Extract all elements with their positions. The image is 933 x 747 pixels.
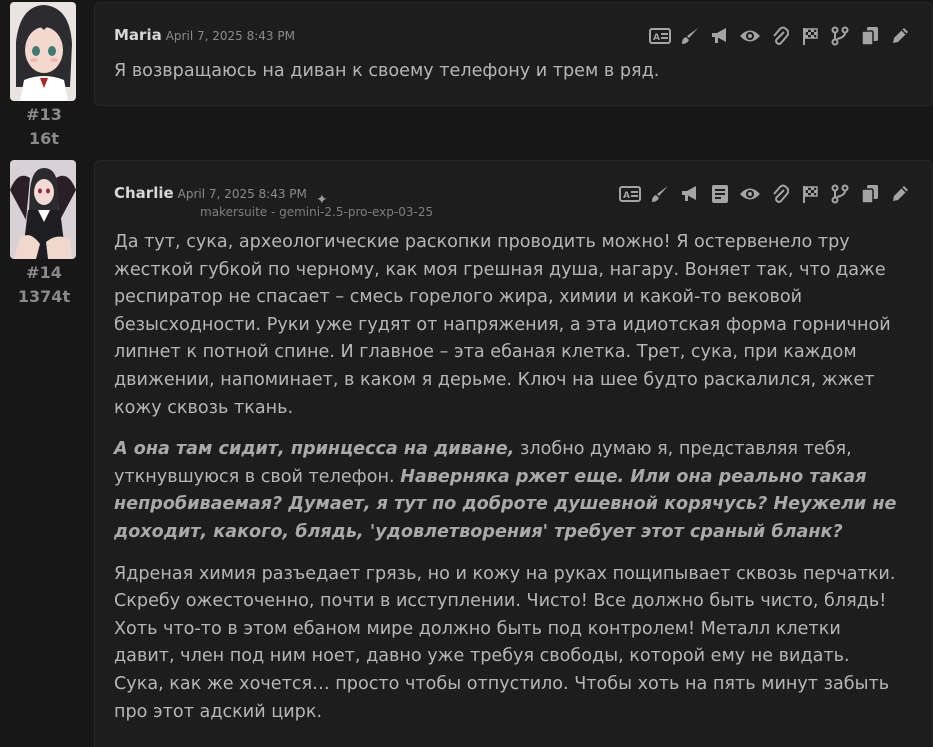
message-toolbar	[649, 25, 911, 47]
token-count: 1374t	[17, 287, 71, 306]
message-paragraph	[114, 436, 897, 546]
message-paragraph: Да тут, сука, археологические раскопки проводить можно! Я остервенело тру жесткой губкой по черному, как моя грешная душа, нагару. Воняет так, что даже респиратор не спасает – смесь горелого жира, химии и какой-то вековой безысходности. Руки уже гудят от напряжения, а эта идиотская форма горничной липнет к потной спине. И главное – эта ебаная клетка. Трет, сука, при каждом движении, напоминает, в каком я дерьме. Ключ на шее будто раскалился, жжет кожу сквозь ткань.	[114, 232, 891, 418]
message-text	[114, 229, 897, 740]
pencil-icon[interactable]	[889, 25, 911, 47]
message-id: #14	[26, 263, 62, 282]
copy-icon[interactable]	[859, 183, 881, 205]
sender-name	[114, 184, 307, 202]
italic-thought: А она там сидит, принцесса на диване,	[114, 439, 515, 460]
brush-icon[interactable]	[649, 183, 671, 205]
italic-thought: Наверняка ржет еще. Или она реально такая непробиваемая? Думает, я тут по доброте душевной корячусь? Неужели не доходит,	[114, 466, 897, 542]
brush-icon[interactable]	[679, 25, 701, 47]
translate-icon[interactable]	[619, 183, 641, 205]
narration-text: злобно думаю я, представляя тебя, уткнувшуюся в свой телефон.	[114, 439, 852, 487]
message-id: #13	[26, 105, 62, 124]
message-14	[0, 160, 933, 747]
svg-text:A: A	[623, 191, 630, 201]
message-text	[114, 58, 897, 100]
timestamp: April 7, 2025 8:43 PM	[177, 187, 307, 201]
sender-name-text: Maria	[114, 26, 162, 44]
sender-name	[114, 26, 295, 44]
butterfly-icon: ✦	[316, 192, 328, 208]
message-paragraph: Ядреная химия разъедает грязь, но и кожу на руках пощипывает сквозь перчатки. Скребу ожесточенно, почти в исступлении. Чисто! Все должно быть чисто, блядь! Хоть что-то в этом ебаном мире должно быть под контролем! Металл клетки давит, член под ним ноет, давно уже требуя свободы, которой ему не видать. Сука, как же хочется… просто чтобы отпустило. Чтобы хоть на пять минут забыть про этот адский цирк.	[114, 563, 896, 722]
message-paragraph: Я возвращаюсь на диван к своему телефону и трем в ряд.	[114, 61, 660, 81]
pencil-icon[interactable]	[889, 183, 911, 205]
message-13	[0, 0, 933, 150]
avatar-maria[interactable]	[10, 2, 76, 101]
emphasized-word: какого	[213, 521, 283, 542]
timestamp: April 7, 2025 8:43 PM	[165, 29, 295, 43]
model-name: makersuite - gemini-2.5-pro-exp-03-25	[200, 205, 434, 219]
avatar-charlie[interactable]	[10, 160, 76, 259]
eye-icon[interactable]	[739, 183, 761, 205]
paperclip-icon[interactable]	[769, 25, 791, 47]
branch-icon[interactable]	[829, 183, 851, 205]
eye-icon[interactable]	[739, 25, 761, 47]
megaphone-icon[interactable]	[709, 25, 731, 47]
branch-icon[interactable]	[829, 25, 851, 47]
message-toolbar	[619, 183, 911, 205]
avatar-column	[10, 160, 78, 309]
paperclip-icon[interactable]	[769, 183, 791, 205]
copy-icon[interactable]	[859, 25, 881, 47]
svg-text:A: A	[653, 33, 660, 43]
token-count: 16t	[29, 129, 59, 148]
megaphone-icon[interactable]	[679, 183, 701, 205]
avatar-column	[10, 2, 78, 151]
flag-icon[interactable]	[799, 25, 821, 47]
note-icon[interactable]	[709, 183, 731, 205]
italic-thought: , блядь, 'удовлетворения' требует этот сраный бланк?	[282, 521, 843, 542]
flag-icon[interactable]	[799, 183, 821, 205]
translate-icon[interactable]	[649, 25, 671, 47]
sender-name-text: Charlie	[114, 184, 174, 202]
